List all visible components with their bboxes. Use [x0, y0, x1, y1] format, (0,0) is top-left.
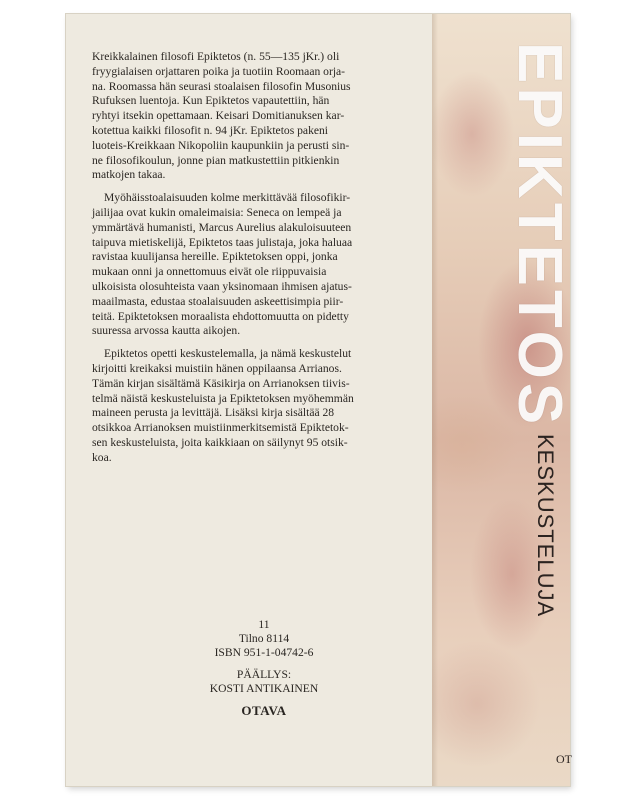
class-number: 11: [258, 618, 270, 631]
text-line: otsikkoa Arrianoksen muistiinmerkitsemistä Epiktetok-: [92, 421, 349, 435]
blurb-text: [92, 50, 436, 474]
tilno: Tilno 8114: [238, 632, 290, 645]
blurb-paragraph-3: [92, 347, 436, 465]
spine-subtitle: KESKUSTELUJA: [533, 434, 558, 618]
text-line: matkojen takaa.: [92, 168, 166, 182]
text-line: suuressa arvossa kautta aikojen.: [92, 324, 241, 338]
isbn: ISBN 951-1-04742-6: [214, 646, 314, 659]
text-line: taipuva mietiskelijä, Epiktetos taas julistaja, joka haluaa: [92, 235, 353, 249]
book-back-cover: [66, 14, 574, 786]
text-line: teitä. Epiktetoksen moraalista ehdottomuutta on pidetty: [92, 309, 349, 323]
publisher: OTAVA: [241, 703, 287, 718]
text-line: kotettua kaikki filosofit n. 94 jKr. Epiktetos pakeni: [92, 123, 329, 137]
text-line: Myöhäisstoalaisuuden kolme merkittävää filosofikir-: [104, 191, 351, 205]
cover-label: PÄÄLLYS:: [236, 668, 292, 681]
text-line: telmä näistä keskusteluista ja Epiktetoksen myöhemmän: [92, 391, 354, 405]
text-line: Kreikkalainen filosofi Epiktetos (n. 55—135 jKr.) oli: [92, 50, 340, 63]
text-line: fryygialaisen orjattaren poika ja tuotiin Roomaan orja-: [92, 64, 346, 78]
text-line: ulkoisista olosuhteista vaan yksinomaan ihmisen ajatus-: [92, 279, 352, 293]
text-line: jailijaa ovat kukin omaleimaisia: Seneca on lempeä ja: [92, 205, 342, 219]
text-line: ymmärtävä humanisti, Marcus Aurelius alakuloisuuteen: [92, 220, 352, 234]
spine-artwork: [432, 14, 574, 786]
text-line: na. Roomassa hän seurasi stoalaisen filosofin Musonius: [92, 79, 351, 93]
text-line: sen keskusteluista, joita kaikkiaan on säilynyt 95 otsik-: [92, 435, 348, 449]
text-line: luoteis-Kreikkaan Nikopoliin kaupunkiin ja perusti sin-: [92, 138, 350, 152]
text-line: ne filosofikoulun, jonne pian matkustettiin pitkienkin: [92, 153, 340, 167]
text-line: ryhtyi itsekin opettamaan. Keisari Domitianuksen kar-: [92, 109, 345, 123]
text-line: maailmasta, edustaa stoalaisuuden askeettisimpia piir-: [92, 294, 344, 308]
blurb-paragraph-2: [92, 191, 436, 339]
text-line: ravistaa kuulijansa hereille. Epiktetoksen oppi, jonka: [92, 250, 338, 264]
blurb-paragraph-1: [92, 50, 436, 183]
text-line: koa.: [92, 450, 112, 464]
text-line: mukaan onni ja onnettomuus eivät ole riippuvaisia: [92, 265, 327, 279]
text-line: kirjoitti kreikaksi muistiin hänen oppilaansa Arrianos.: [92, 361, 342, 375]
text-line: maineen perusta ja levittäjä. Lisäksi kirja sisältää 28: [92, 406, 335, 420]
text-line: Tämän kirjan sisältämä Käsikirja on Arrianoksen tiivis-: [92, 376, 350, 390]
text-line: Rufuksen luentoja. Kun Epiktetos vapautettiin, hän: [92, 94, 330, 108]
spine-title: EPIKTETOS: [505, 42, 574, 429]
spine-publisher-mark: OT: [556, 752, 572, 766]
colophon: [92, 618, 436, 718]
cover-artist: KOSTI ANTIKAINEN: [209, 682, 319, 695]
text-line: Epiktetos opetti keskustelemalla, ja nämä keskustelut: [104, 347, 352, 361]
